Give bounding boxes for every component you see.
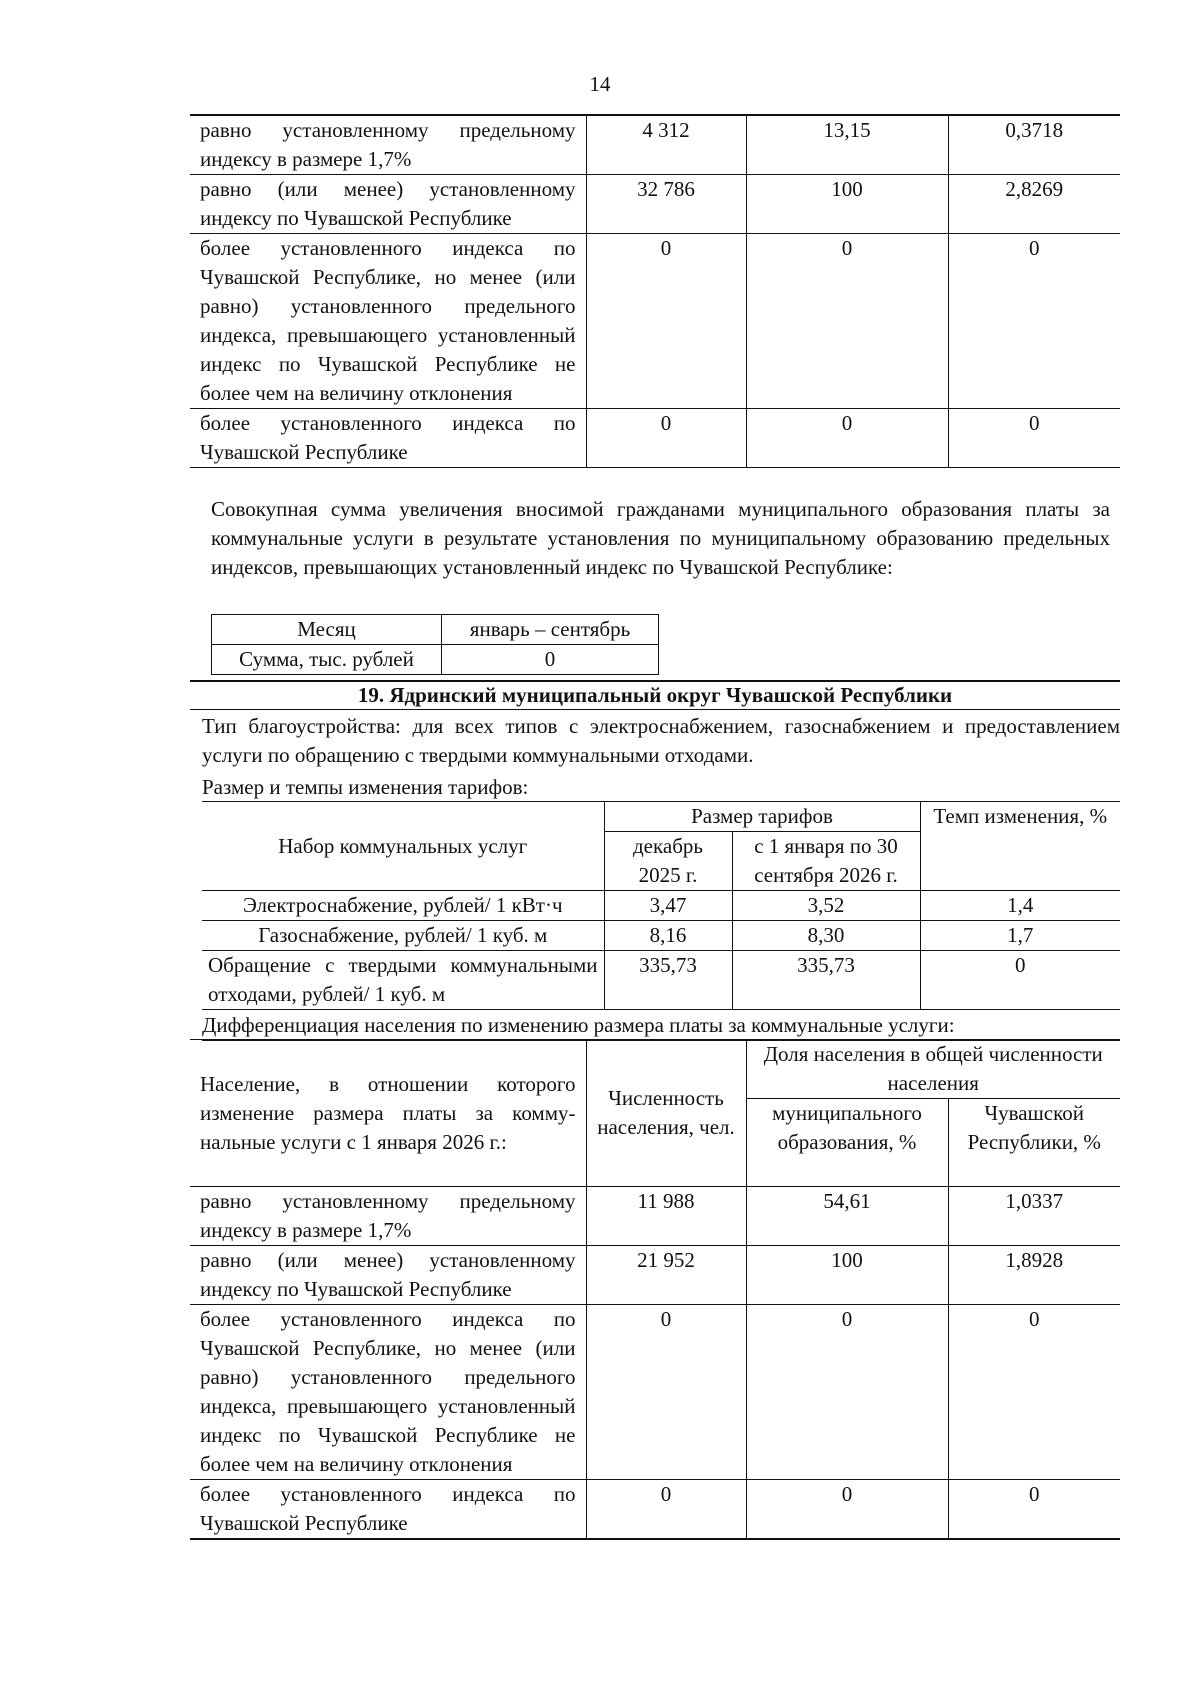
tariff-jan: 8,30 — [732, 921, 920, 951]
service-name: Обращение с твердыми коммунальными отходами, рублей/ 1 куб. м — [202, 951, 604, 1010]
table-row — [212, 645, 659, 675]
col-size: Размер тарифов — [604, 802, 920, 832]
col-population: Население, в отношении которого изменение размера платы за коммунальные услуги с 1 января 2026 г.: — [190, 1040, 586, 1187]
table-row — [190, 175, 1120, 234]
tariff-dec: 8,16 — [604, 921, 732, 951]
republic-share: 1,8928 — [948, 1246, 1120, 1305]
sum-table — [211, 614, 659, 675]
col-share: Доля населения в общей численности населения — [746, 1040, 1120, 1099]
population-count: 11 988 — [586, 1187, 746, 1246]
population-count: 0 — [586, 409, 746, 468]
table-row — [190, 1187, 1120, 1246]
table-row — [190, 1246, 1120, 1305]
republic-share: 1,0337 — [948, 1187, 1120, 1246]
population-count: 4 312 — [586, 115, 746, 175]
row-label: более установленного индекса по Чувашской Республике — [190, 409, 586, 468]
improvement-type: Тип благоустройства: для всех типов с электроснабжением, газоснабжением и предоставлением услуги по обращению с твердыми коммунальными отходами. — [202, 714, 1120, 767]
tariff-dec: 3,47 — [604, 891, 732, 921]
col-services: Набор коммунальных услуг — [202, 802, 604, 891]
table-header-row — [190, 1040, 1120, 1099]
tariff-dec: 335,73 — [604, 951, 732, 1010]
section-divider — [190, 709, 1120, 710]
table-row — [202, 951, 1120, 1010]
tariff-rate: 0 — [920, 951, 1120, 1010]
page-number: 14 — [589, 72, 611, 96]
row-label: более установленного индекса по Чувашской Республике — [190, 1480, 586, 1540]
service-name: Электроснабжение, рублей/ 1 кВт·ч — [202, 891, 604, 921]
col-republic: Чувашской Республики, % — [948, 1099, 1120, 1187]
diff-intro: Дифференциация населения по изменению размера платы за коммунальные услуги: — [202, 1011, 1120, 1041]
table-row — [190, 234, 1120, 409]
table-row — [202, 921, 1120, 951]
tariff-jan: 3,52 — [732, 891, 920, 921]
total-sum-text: Совокупная сумма увеличения вносимой гражданами муниципального образования платы за коммунальные услуги в результате установления по муниципальному образованию предельных индексов, превышающих установленный индекс по Чувашской Республике: — [211, 497, 1110, 579]
sum-label: Сумма, тыс. рублей — [212, 645, 442, 675]
republic-share: 0 — [948, 1305, 1120, 1480]
section-title: 19. Ядринский муниципальный округ Чувашской Республики — [357, 683, 953, 707]
republic-share: 0 — [948, 409, 1120, 468]
municipal-share: 100 — [746, 175, 948, 234]
row-label: равно установленному предельному индексу в размере 1,7% — [190, 1187, 586, 1246]
col-jan: с 1 января по 30 сентября 2026 г. — [732, 832, 920, 891]
republic-share: 0 — [948, 1480, 1120, 1540]
service-name: Газоснабжение, рублей/ 1 куб. м — [202, 921, 604, 951]
row-label: равно (или менее) установленному индексу по Чувашской Республике — [190, 1246, 586, 1305]
col-count: Численность населения, чел. — [586, 1040, 746, 1187]
municipal-share: 0 — [746, 234, 948, 409]
population-count: 32 786 — [586, 175, 746, 234]
table-row — [190, 1305, 1120, 1480]
row-label: более установленного индекса по Чувашской Республике, но менее (или равно) установленного предельного индекса, превышающего установленный индекс по Чувашской Республике не более чем на величину отклонения — [190, 234, 586, 409]
col-rate: Темп изменения, % — [920, 802, 1120, 891]
tariff-rate: 1,4 — [920, 891, 1120, 921]
table-row — [212, 615, 659, 645]
col-municipal: муниципального образования, % — [746, 1099, 948, 1187]
population-diff-table-prev — [190, 114, 1120, 468]
month-label: Месяц — [212, 615, 442, 645]
tariff-table — [202, 801, 1120, 1010]
table-row — [190, 1480, 1120, 1540]
population-count: 0 — [586, 234, 746, 409]
tariff-intro: Размер и темпы изменения тарифов: — [202, 775, 529, 799]
municipal-share: 100 — [746, 1246, 948, 1305]
republic-share: 0 — [948, 234, 1120, 409]
tariff-jan: 335,73 — [732, 951, 920, 1010]
table-row — [190, 409, 1120, 468]
population-count: 21 952 — [586, 1246, 746, 1305]
col-dec: декабрь 2025 г. — [604, 832, 732, 891]
municipal-share: 13,15 — [746, 115, 948, 175]
republic-share: 2,8269 — [948, 175, 1120, 234]
row-label: равно установленному предельному индексу в размере 1,7% — [190, 115, 586, 175]
month-value: январь – сентябрь — [442, 615, 659, 645]
table-row — [190, 115, 1120, 175]
municipal-share: 54,61 — [746, 1187, 948, 1246]
tariff-rate: 1,7 — [920, 921, 1120, 951]
sum-value: 0 — [442, 645, 659, 675]
table-header-row — [202, 802, 1120, 832]
table-row — [202, 891, 1120, 921]
republic-share: 0,3718 — [948, 115, 1120, 175]
municipal-share: 0 — [746, 409, 948, 468]
row-label: равно (или менее) установленному индексу по Чувашской Республике — [190, 175, 586, 234]
population-diff-table — [190, 1039, 1120, 1540]
municipal-share: 0 — [746, 1305, 948, 1480]
row-label: более установленного индекса по Чувашской Республике, но менее (или равно) установленного предельного индекса, превышающего установленный индекс по Чувашской Республике не более чем на величину отклонения — [190, 1305, 586, 1480]
population-count: 0 — [586, 1480, 746, 1540]
population-count: 0 — [586, 1305, 746, 1480]
municipal-share: 0 — [746, 1480, 948, 1540]
